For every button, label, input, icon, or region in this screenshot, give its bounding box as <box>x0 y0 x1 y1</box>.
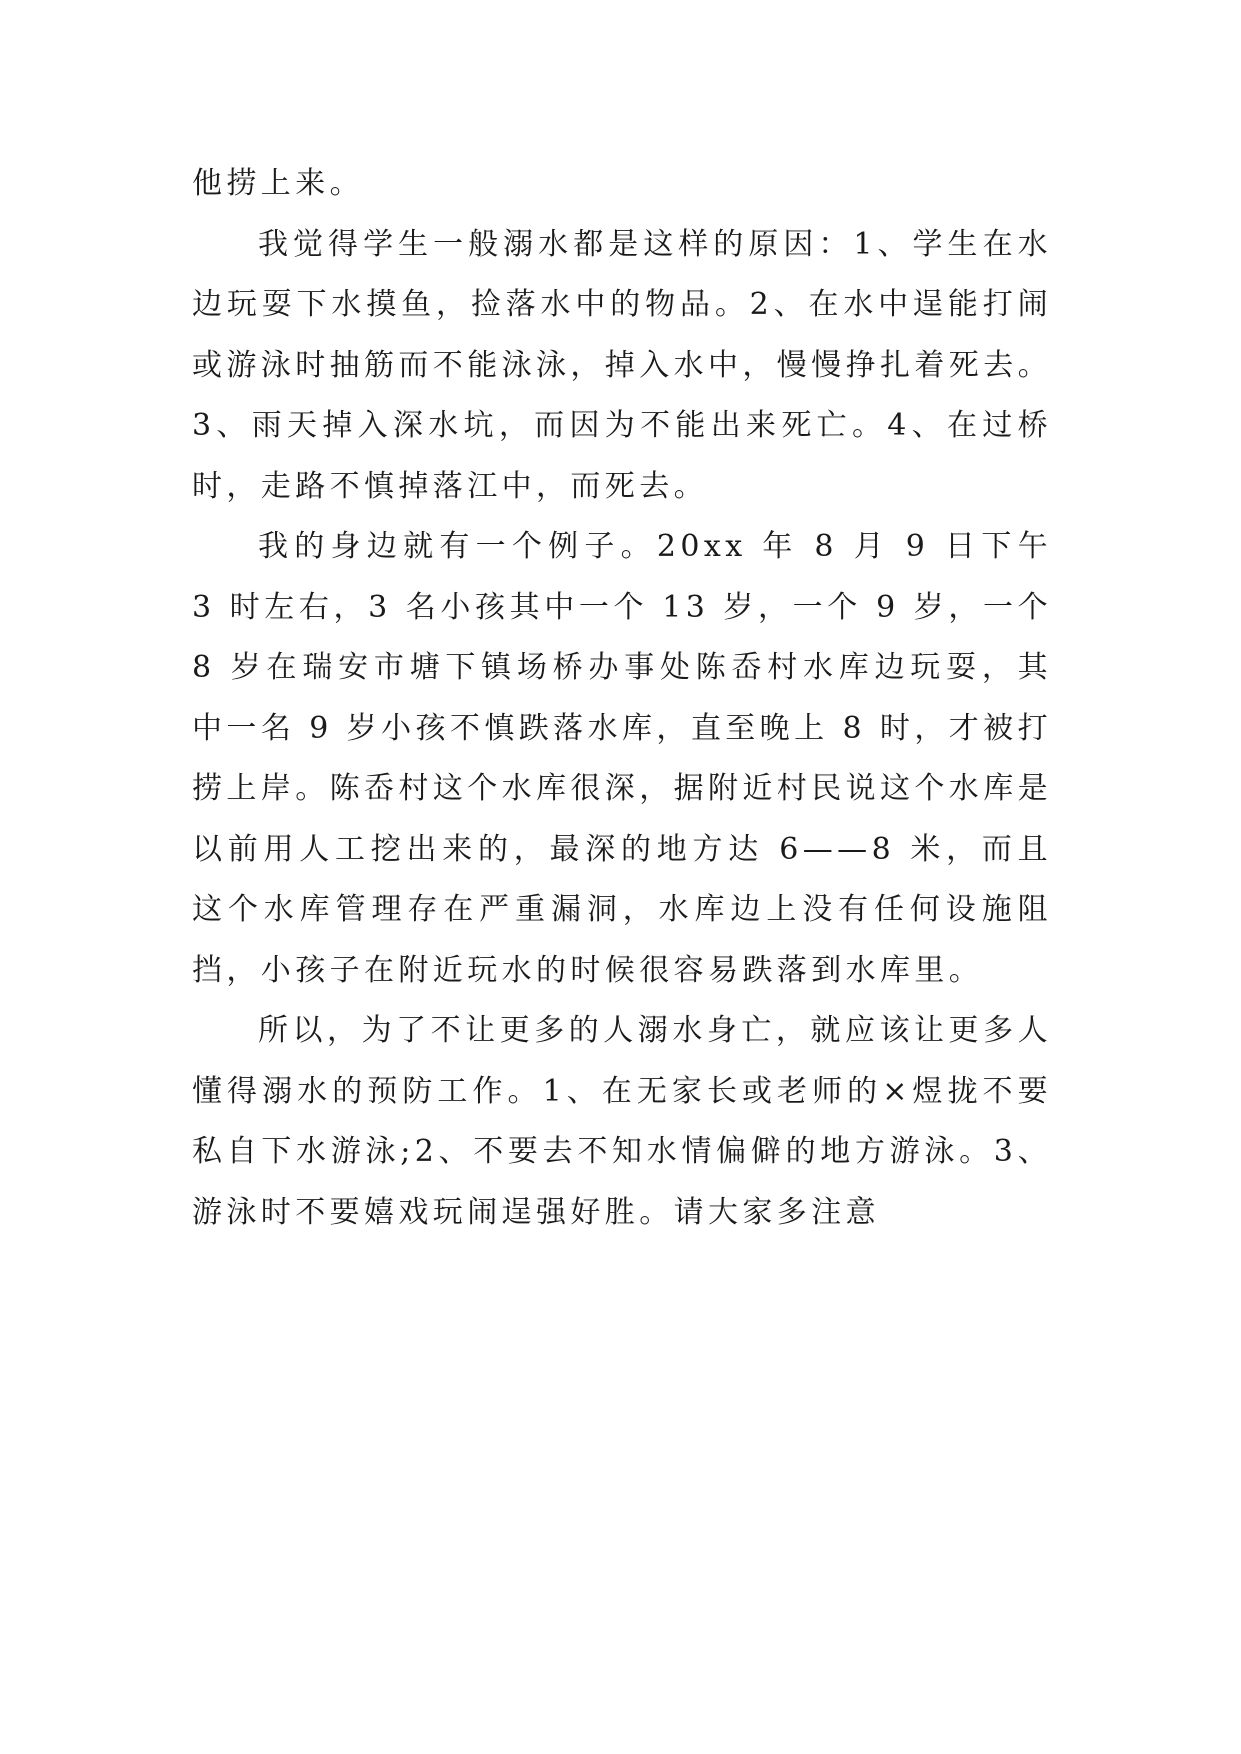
document-body <box>192 154 1052 1243</box>
paragraph-continuation: 他捞上来。 <box>192 166 364 201</box>
paragraph-prevention: 所以，为了不让更多的人溺水身亡，就应该让更多人懂得溺水的预防工作。1、在无家长或老师的×煜拢不要私自下水游泳;2、不要去不知水情偏僻的地方游泳。3、游泳时不要嬉戏玩闹逞强好胜。请大家多注意 <box>192 1013 1052 1230</box>
paragraph-local-example: 我的身边就有一个例子。20xx 年 8 月 9 日下午 3 时左右，3 名小孩其中一个 13 岁，一个 9 岁，一个 8 岁在瑞安市塘下镇场桥办事处陈岙村水库边玩耍，其中一名 9 岁小孩不慎跌落水库，直至晚上 8 时，才被打捞上岸。陈岙村这个水库很深，据附近村民说这个水库是以前用人工挖出来的，最深的地方达 6——8 米，而且这个水库管理存在严重漏洞，水库边上没有任何设施阻挡，小孩子在附近玩水的时候很容易跌落到水库里。 <box>192 529 1052 988</box>
paragraph-drowning-causes: 我觉得学生一般溺水都是这样的原因：1、学生在水边玩耍下水摸鱼，捡落水中的物品。2、在水中逞能打闹或游泳时抽筋而不能泳泳，掉入水中，慢慢挣扎着死去。3、雨天掉入深水坑，而因为不能出来死亡。4、在过桥时，走路不慎掉落江中，而死去。 <box>192 226 1052 504</box>
